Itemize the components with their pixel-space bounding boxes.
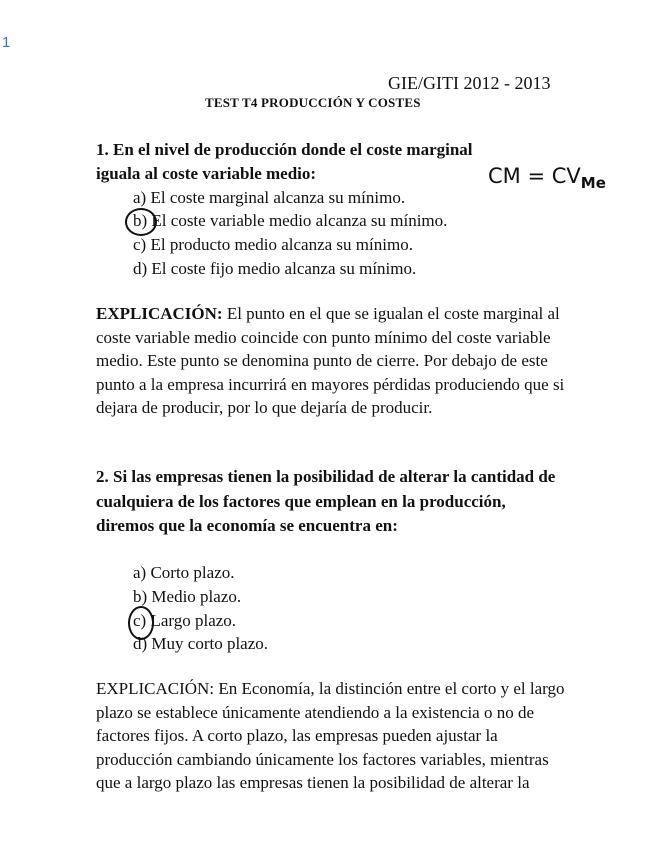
question-1-option-b: b) El coste variable medio alcanza su mínimo.: [133, 211, 448, 230]
question-1-option-d: d) El coste fijo medio alcanza su mínimo.: [133, 259, 417, 278]
explanation-1-label: EXPLICACIÓN:: [96, 304, 223, 323]
answer-circle-q2: [128, 606, 154, 640]
question-2-option-d: d) Muy corto plazo.: [133, 634, 269, 653]
question-2-option-c: c) Largo plazo.: [133, 611, 237, 630]
handwritten-note-main: CM = CV: [488, 164, 581, 188]
test-title: TEST T4 PRODUCCIÓN Y COSTES: [205, 95, 421, 110]
page-number: 1: [2, 34, 11, 51]
question-1-line-2: iguala al coste variable medio:: [96, 164, 317, 183]
course-header: GIE/GITI 2012 - 2013: [388, 73, 551, 93]
question-2-option-b: b) Medio plazo.: [133, 587, 242, 606]
explanation-2-text: En Economía, la distinción entre el corto y el largo plazo se establece únicamente atendiendo a la existencia o no de factores fijos. A corto plazo, las empresas pueden ajustar la producción cambiando únicamente los factores variables, mientras que a largo plazo las empresas tienen la posibilidad de alterar la: [96, 679, 565, 792]
explanation-1: [96, 302, 576, 420]
question-2-option-a: a) Corto plazo.: [133, 563, 235, 582]
question-2: 2. Si las empresas tienen la posibilidad de alterar la cantidad de cualquiera de los factores que emplean en la producción, diremos que la economía se encuentra en:: [96, 467, 556, 535]
explanation-1-text: El punto en el que se igualan el coste marginal al coste variable medio coincide con punto mínimo del coste variable medio. Este punto se denomina punto de cierre. Por debajo de este punto a la empresa incurrirá en mayores pérdidas produciendo que si dejara de producir, por lo que dejaría de producir.: [96, 304, 565, 417]
handwritten-note-sub: Me: [580, 174, 606, 192]
question-1-option-c: c) El producto medio alcanza su mínimo.: [133, 235, 413, 254]
explanation-2-label: EXPLICACIÓN:: [96, 679, 215, 698]
handwritten-note: [488, 164, 606, 192]
question-1-option-a: a) El coste marginal alcanza su mínimo.: [133, 188, 406, 207]
question-1-line-1: 1. En el nivel de producción donde el coste marginal: [96, 140, 473, 159]
answer-circle-q1: [125, 208, 157, 236]
explanation-2: [96, 677, 576, 795]
